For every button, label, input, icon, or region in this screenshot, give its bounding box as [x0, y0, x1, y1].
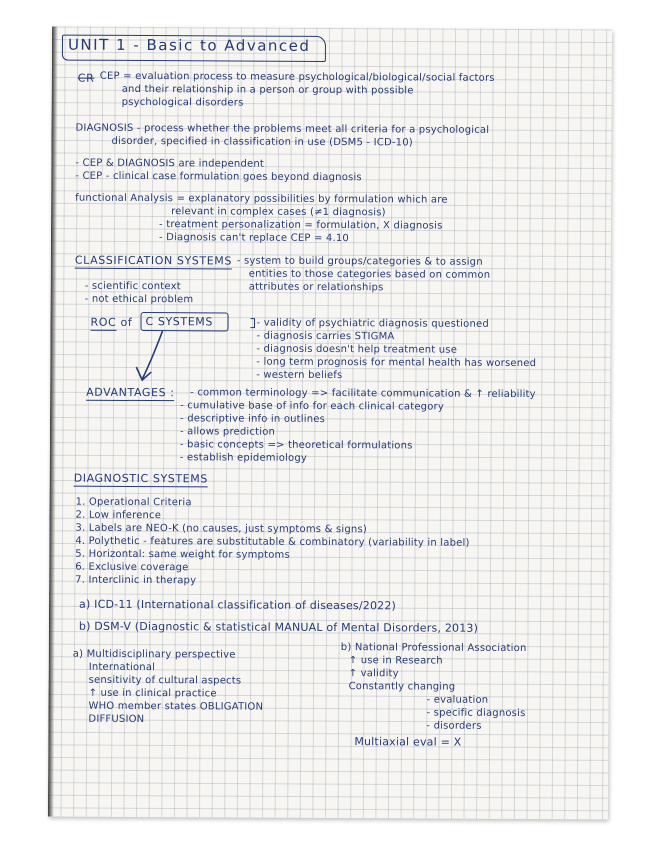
- c-systems-label: C SYSTEMS: [145, 315, 213, 329]
- classification-line-3: attributes or relationships: [248, 281, 384, 294]
- dsm-feature: - disorders: [426, 720, 482, 732]
- roc-item: - diagnosis doesn't help treatment use: [256, 343, 458, 356]
- advantage-item: - basic concepts => theoretical formulations: [179, 439, 413, 452]
- classification-line-2: entities to those categories based on common: [248, 268, 491, 281]
- diagnostic-item: 5. Horizontal: same weight for symptoms: [75, 548, 290, 561]
- dsm-line: b) DSM-V (Diagnostic & statistical MANUAL of Mental Disorders, 2013): [78, 619, 479, 635]
- functional-line-4: - Diagnosis can't replace CEP = 4.10: [158, 232, 350, 245]
- advantage-item: - cumulative base of info for each clinical category: [180, 400, 445, 413]
- dsm-feature: - specific diagnosis: [426, 707, 526, 720]
- note-item: - CEP & DIAGNOSIS are independent: [75, 157, 265, 170]
- diagnostic-item: 4. Polythetic - features are substitutable & combinatory (variability in label): [75, 535, 470, 549]
- diagnostic-item: 6. Exclusive coverage: [75, 561, 189, 574]
- diagnostic-item: 7. Interclinic in therapy: [75, 574, 197, 587]
- icd-feature: DIFFUSION: [88, 713, 145, 726]
- dsm-feature: ↑ use in Research: [348, 655, 443, 667]
- icd-feature: International: [88, 661, 156, 674]
- advantage-item: - descriptive info in outlines: [179, 413, 326, 425]
- functional-line-2: relevant in complex cases (≠1 diagnosis): [171, 206, 386, 219]
- diagnosis-line-2: disorder, specified in classification in use (DSM5 - ICD-10): [111, 135, 413, 149]
- icd-line: a) ICD-11 (International classification of diseases/2022): [79, 597, 397, 613]
- advantage-item: - common terminology => facilitate communication & ↑ reliability: [190, 387, 536, 401]
- advantages-heading: ADVANTAGES :: [86, 385, 175, 400]
- functional-line-1: functional Analysis = explanatory possibilities by formulation which are: [75, 192, 448, 206]
- diagnosis-line-1: DIAGNOSIS - process whether the problems meet all criteria for a psychological: [75, 122, 490, 136]
- roc-item: - diagnosis carries STIGMA: [256, 330, 395, 343]
- classification-item-1: - scientific context: [84, 280, 181, 293]
- diagnostic-item: 2. Low inference: [75, 509, 162, 522]
- classification-line-1: - system to build groups/categories & to assign: [236, 255, 483, 268]
- roc-item: - validity of psychiatric diagnosis questioned: [256, 317, 489, 330]
- note-item: - CEP - clinical case formulation goes beyond diagnosis: [75, 170, 362, 184]
- dsm-feature: Multiaxial eval = X: [354, 735, 462, 749]
- functional-line-3: - treatment personalization = formulation, X diagnosis: [159, 219, 443, 232]
- page-title: UNIT 1 - Basic to Advanced: [67, 35, 311, 55]
- roc-item: - long term prognosis for mental health has worsened: [256, 356, 537, 370]
- advantage-item: - establish epidemiology: [179, 452, 308, 464]
- icd-feature: ↑ use in clinical practice: [88, 687, 217, 700]
- cep-line-1: CEP = evaluation process to measure psychological/biological/social factors: [99, 70, 495, 84]
- notebook-page: [48, 27, 612, 820]
- dsm-feature: - evaluation: [426, 694, 489, 706]
- dsm-feature: Constantly changing: [348, 681, 456, 693]
- diagnostic-item: 1. Operational Criteria: [75, 496, 192, 509]
- icd-feature: WHO member states OBLIGATION: [88, 700, 264, 713]
- icd-feature: sensitivity of cultural aspects: [88, 674, 242, 687]
- advantage-item: - allows prediction: [179, 426, 276, 438]
- roc-item: - western beliefs: [256, 369, 343, 382]
- classification-heading: CLASSIFICATION SYSTEMS: [74, 253, 232, 268]
- diagnostic-systems-heading: DIAGNOSTIC SYSTEMS: [73, 471, 208, 486]
- diagnostic-item: 3. Labels are NEO-K (no causes, just symptoms & signs): [75, 522, 368, 536]
- cep-line-2: and their relationship in a person or group with possible: [121, 83, 414, 97]
- cep-mark: CR: [77, 71, 95, 85]
- roc-of-label: of: [120, 315, 133, 329]
- classification-item-2: - not ethical problem: [84, 293, 194, 306]
- cep-line-3: psychological disorders: [121, 96, 244, 109]
- roc-label: ROC: [90, 315, 117, 329]
- icd-feature: a) Multidisciplinary perspective: [72, 648, 236, 661]
- dsm-feature: ↑ validity: [348, 668, 399, 680]
- dsm-feature: b) National Professional Association: [340, 642, 527, 655]
